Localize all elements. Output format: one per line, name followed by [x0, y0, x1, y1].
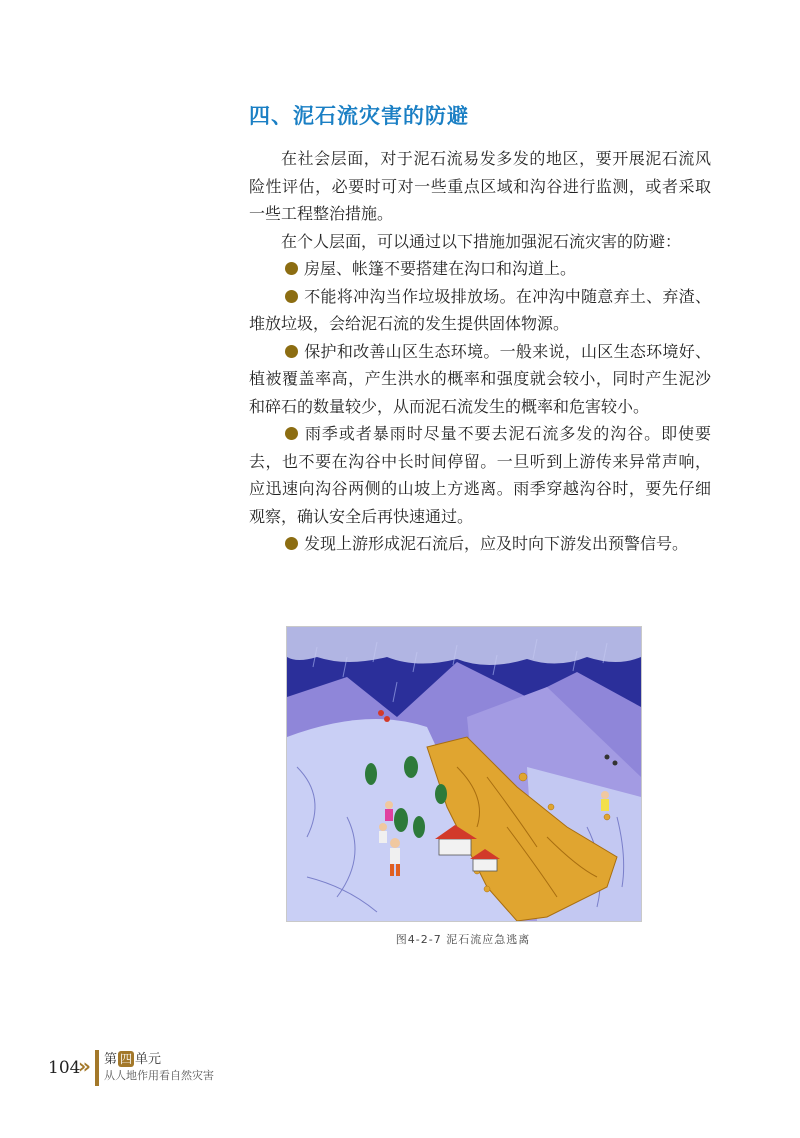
bullet-text: 雨季或者暴雨时尽量不要去泥石流多发的沟谷。即使要去，也不要在沟谷中长时间停留。一旦听到上游传来异常声响，应迅速向沟谷两侧的山坡上方逃离。雨季穿越沟谷时，要先仔细观察，确认安全后再快速通过。 [249, 424, 711, 526]
mudflow-illustration [286, 626, 642, 922]
bullet-text: 房屋、帐篷不要搭建在沟口和沟道上。 [304, 259, 577, 278]
footer-divider [95, 1050, 99, 1086]
unit-title: 从人地作用看自然灾害 [104, 1069, 214, 1082]
bullet-text: 保护和改善山区生态环境。一般来说，山区生态环境好、植被覆盖率高，产生洪水的概率和强度就会较小，同时产生泥沙和碎石的数量较少，从而泥石流发生的概率和危害较小。 [249, 341, 711, 416]
bullet-dot-icon [285, 427, 298, 440]
bullet-dot-icon [285, 345, 298, 358]
body-text [249, 145, 711, 558]
bullet-dot-icon [285, 537, 298, 550]
bullet-item [249, 338, 711, 421]
figure-caption: 图4-2-7 泥石流应急逃离 [395, 933, 531, 946]
bullet-dot-icon [285, 262, 298, 275]
page-number: 104 [48, 1058, 81, 1078]
unit-label [104, 1051, 214, 1084]
double-chevron-icon: » [78, 1054, 85, 1078]
unit-prefix: 第 [104, 1052, 118, 1067]
bullet-item [249, 255, 711, 283]
bullet-text: 发现上游形成泥石流后，应及时向下游发出预警信号。 [304, 534, 689, 553]
unit-number-badge: 四 [120, 1052, 133, 1066]
paragraph: 在社会层面，对于泥石流易发多发的地区，要开展泥石流风险性评估，必要时可对一些重点区域和沟谷进行监测，或者采取一些工程整治措施。 [249, 149, 711, 223]
paragraph: 在个人层面，可以通过以下措施加强泥石流灾害的防避： [281, 231, 682, 251]
bullet-text: 不能将冲沟当作垃圾排放场。在冲沟中随意弃土、弃渣、堆放垃圾，会给泥石流的发生提供固体物源。 [249, 286, 711, 333]
mudflow-scene-image [287, 627, 641, 921]
bullet-dot-icon [285, 290, 298, 303]
bullet-item [249, 283, 711, 338]
bullet-item [249, 420, 711, 530]
section-heading: 四、泥石流灾害的防避 [249, 104, 469, 128]
unit-suffix: 单元 [135, 1052, 162, 1067]
bullet-item [249, 530, 711, 558]
